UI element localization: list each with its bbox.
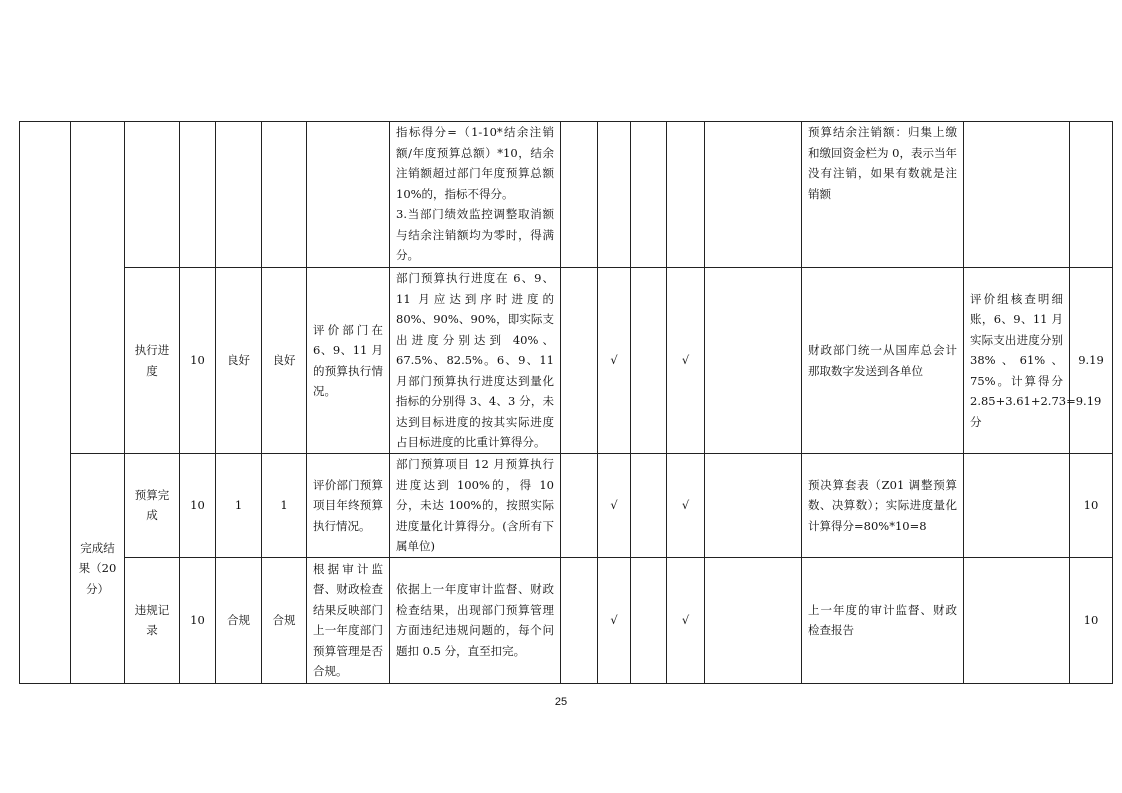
index-name-cell: [125, 557, 180, 683]
weight-cell: 10: [180, 454, 216, 558]
description-text: 根据审计监督、财政检查结果反映部门上一年度部门预算管理是否合规。: [313, 561, 383, 678]
index-name-cell: [125, 454, 180, 558]
criteria-cell: [390, 122, 561, 268]
score-cell: 10: [1070, 454, 1113, 558]
check-cell: [667, 122, 705, 268]
score-cell: 10: [1070, 557, 1113, 683]
weight-cell: [180, 122, 216, 268]
group-rating-cell: 1: [262, 454, 307, 558]
score-cell: [1070, 122, 1113, 268]
data-source-text: 预算结余注销额：归集上缴和缴回资金栏为 0，表示当年没有注销，如果有数就是注销额: [808, 125, 957, 201]
check-cell: [561, 557, 598, 683]
data-source-cell: [802, 454, 964, 558]
evaluation-table: [19, 121, 1113, 684]
check-cell: [598, 122, 631, 268]
verification-cell: [964, 454, 1070, 558]
description-cell: [307, 268, 390, 454]
criteria-cell: [390, 557, 561, 683]
criteria-text: 指标得分=（1-10*结余注销额/年度预算总额）*10，结余注销额超过部门年度预算总额 10%的，指标不得分。: [396, 125, 554, 201]
check-cell: [561, 454, 598, 558]
page-number: 25: [554, 696, 568, 708]
index-name-cell: [125, 122, 180, 268]
description-text: 评价部门在 6、9、11 月的预算执行情况。: [313, 322, 383, 398]
check-cell: [631, 454, 667, 558]
data-source-text: 预决算套表（Z01 调整预算数、决算数）；实际进度量化计算得分=80%*10=8: [808, 477, 957, 533]
criteria-cell: [390, 268, 561, 454]
check-cell: √: [667, 454, 705, 558]
level2-indicator-cell: [71, 122, 125, 454]
criteria-text: 部门预算项目 12 月预算执行进度达到 100%的，得 10 分，未达 100%的，按照实际进度量化计算得分。(含所有下属单位): [396, 457, 554, 553]
self-rating-cell: 良好: [216, 268, 262, 454]
criteria-text: 3.当部门绩效监控调整取消额与结余注销额均为零时，得满分。: [396, 207, 554, 262]
verification-cell: [964, 268, 1102, 454]
criteria-text: 依据上一年度审计监督、财政检查结果，出现部门预算管理方面违纪违规问题的，每个问题扣 0.5 分，直至扣完。: [396, 582, 554, 658]
check-cell: √: [667, 268, 705, 454]
table-row: [20, 557, 1113, 683]
self-rating-cell: 1: [216, 454, 262, 558]
self-rating-cell: 合规: [216, 557, 262, 683]
criteria-cell: [390, 454, 561, 558]
check-cell: [631, 268, 667, 454]
level1-indicator-cell: [20, 122, 71, 684]
check-cell: √: [598, 454, 631, 558]
data-source-cell: [802, 268, 964, 454]
data-source-text: 上一年度的审计监督、财政检查报告: [808, 602, 957, 637]
category-text: 完成结果（20 分）: [78, 540, 117, 596]
check-cell: [705, 454, 802, 558]
description-cell: [307, 557, 390, 683]
description-cell: [307, 122, 390, 268]
group-rating-cell: 合规: [262, 557, 307, 683]
check-cell: [705, 122, 802, 268]
verification-cell: [964, 122, 1070, 268]
check-cell: [561, 268, 598, 454]
weight-cell: 10: [180, 268, 216, 454]
category-cell: [71, 454, 125, 684]
data-source-text: 财政部门统一从国库总会计那取数字发送到各单位: [808, 343, 957, 378]
data-source-cell: [802, 122, 964, 268]
verification-text: 评价组核查明细账，6、9、11 月实际支出进度分别 38%、61%、75%。计算得分 2.85+3.61+2.73=9.19 分: [970, 291, 1102, 429]
data-source-cell: [802, 557, 964, 683]
group-rating-cell: [262, 122, 307, 268]
check-cell: [705, 557, 802, 683]
weight-cell: 10: [180, 557, 216, 683]
table-row: [20, 268, 1113, 454]
index-name-cell: [125, 268, 180, 454]
check-cell: [631, 557, 667, 683]
verification-cell: [964, 557, 1070, 683]
index-name-text: 预算完成: [134, 487, 170, 523]
check-cell: √: [598, 268, 631, 454]
check-cell: √: [667, 557, 705, 683]
check-cell: √: [598, 557, 631, 683]
index-name-text: 执行进度: [134, 343, 170, 378]
check-cell: [631, 122, 667, 268]
criteria-text: 部门预算执行进度在 6、9、11 月应达到序时进度的 80%、90%、90%，即实际支出进度分别达到 40%、67.5%、82.5%。6、9、11 月部门预算执行进度达到量化指标的分别得 3、4、3 分，未达到目标进度的按其实际进度占目标进度的比重计算得分。: [396, 271, 554, 450]
table-row: [20, 454, 1113, 558]
description-text: 评价部门预算项目年终预算执行情况。: [313, 477, 383, 533]
score-cell: 9.19: [1070, 268, 1113, 454]
check-cell: [561, 122, 598, 268]
index-name-text: 违规记录: [134, 602, 170, 637]
description-cell: [307, 454, 390, 558]
self-rating-cell: [216, 122, 262, 268]
table-row: [20, 122, 1113, 268]
check-cell: [705, 268, 802, 454]
group-rating-cell: 良好: [262, 268, 307, 454]
